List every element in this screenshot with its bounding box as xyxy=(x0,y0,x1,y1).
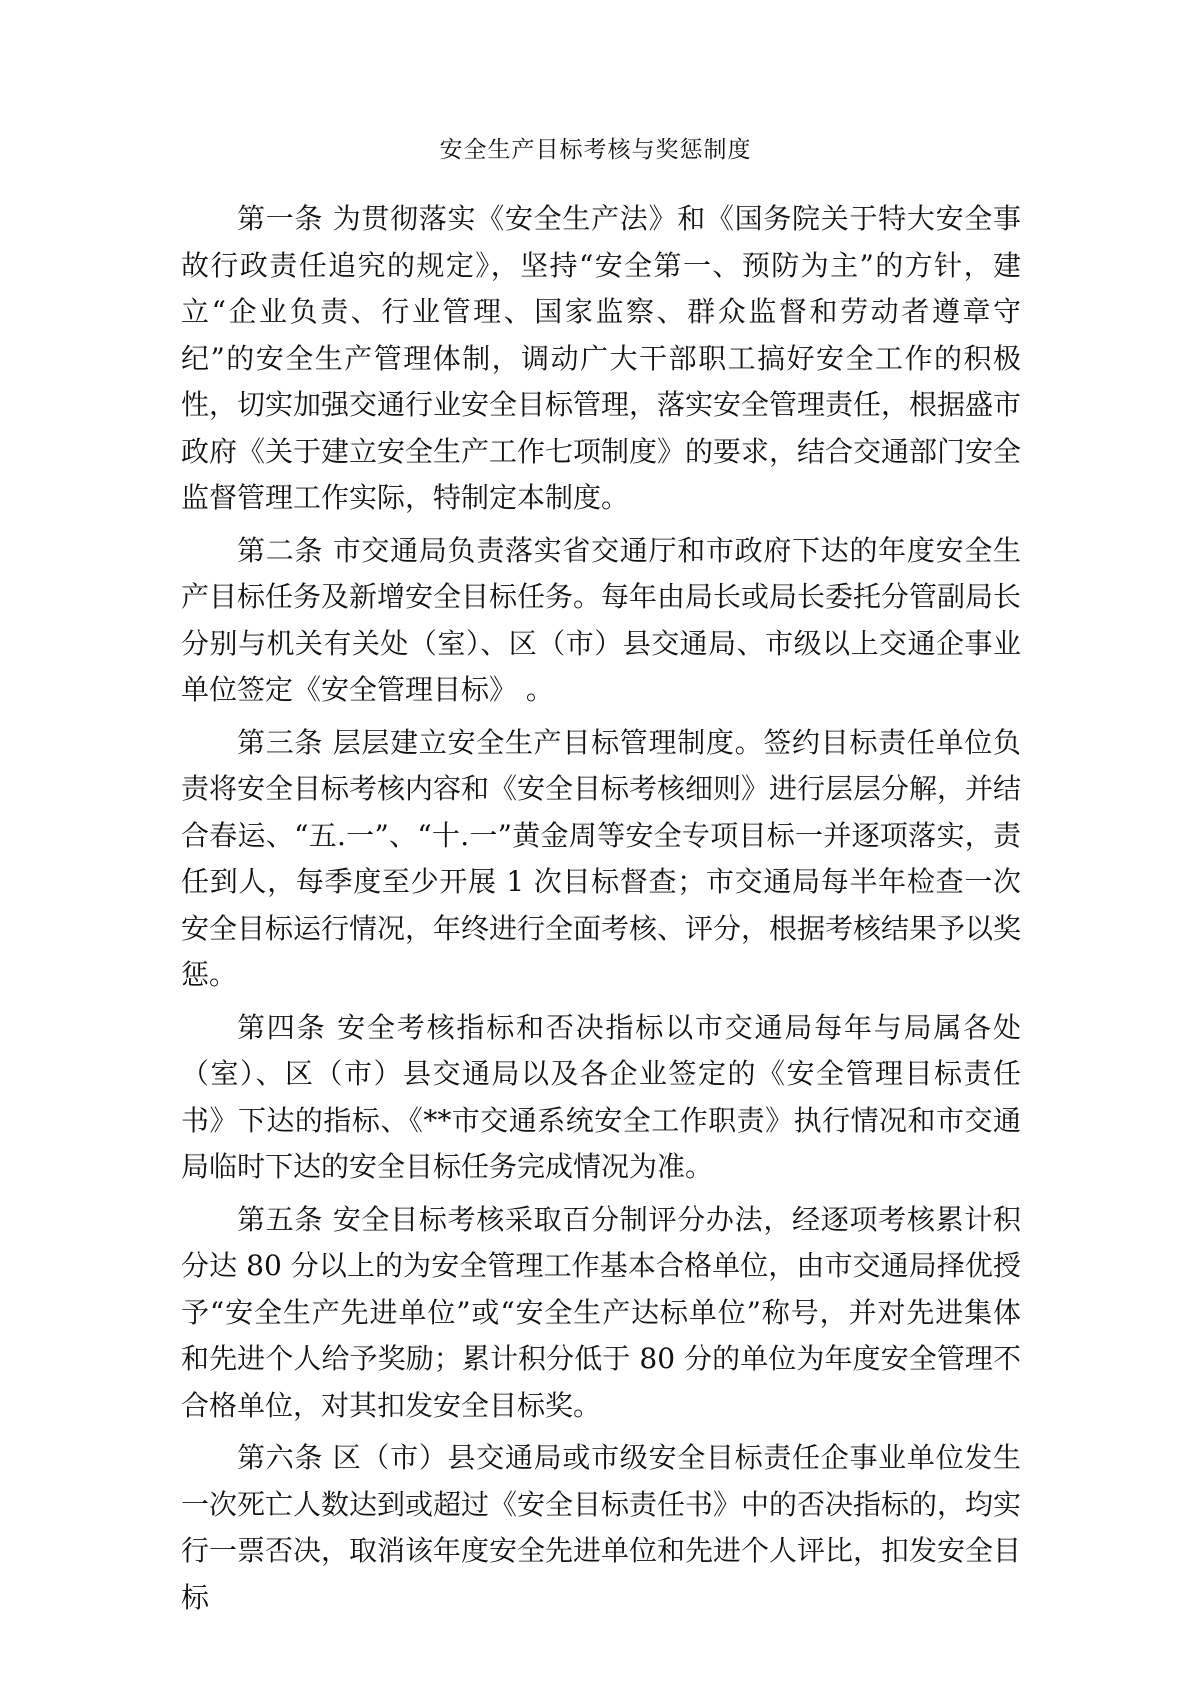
article-5-paragraph: 第五条 安全目标考核采取百分制评分办法，经逐项考核累计积分达 80 分以上的为安全管理工作基本合格单位，由市交通局择优授予“安全生产先进单位”或“安全生产达标单位”称号，并对先进集体和先进个人给予奖励；累计积分低于 80 分的单位为年度安全管理不合格单位，对其扣发安全目标奖。 xyxy=(181,1202,1021,1422)
article-2-paragraph: 第二条 市交通局负责落实省交通厅和市政府下达的年度安全生产目标任务及新增安全目标任务。每年由局长或局长委托分管副局长分别与机关有关处（室）、区（市）县交通局、市级以上交通企事业单位签定《安全管理目标》 。 xyxy=(181,533,1022,706)
article-6-paragraph: 第六条 区（市）县交通局或市级安全目标责任企事业单位发生一次死亡人数达到或超过《安全目标责任书》中的否决指标的，均实行一票否决，取消该年度安全先进单位和先进个人评比，扣发安全目标 xyxy=(181,1441,1022,1614)
article-4-paragraph: 第四条 安全考核指标和否决指标以市交通局每年与局属各处（室）、区（市）县交通局以及各企业签定的《安全管理目标责任书》下达的指标、《**市交通系统安全工作职责》执行情况和市交通局临时下达的安全目标任务完成情况为准。 xyxy=(181,1010,1021,1183)
document-body xyxy=(181,196,1021,1627)
article-3-paragraph: 第三条 层层建立安全生产目标管理制度。签约目标责任单位负责将安全目标考核内容和《安全目标考核细则》进行层层分解，并结合春运、“五.一”、“十.一”黄金周等安全专项目标一并逐项落实，责任到人，每季度至少开展 1 次目标督查；市交通局每半年检查一次安全目标运行情况，年终进行全面考核、评分，根据考核结果予以奖惩。 xyxy=(181,725,1022,991)
article-1-paragraph: 第一条 为贯彻落实《安全生产法》和《国务院关于特大安全事故行政责任追究的规定》，坚持“安全第一、预防为主”的方针，建立“企业负责、行业管理、国家监察、群众监督和劳动者遵章守纪”的安全生产管理体制，调动广大干部职工搞好安全工作的积极性，切实加强交通行业安全目标管理，落实安全管理责任，根据盛市政府《关于建立安全生产工作七项制度》的要求，结合交通部门安全监督管理工作实际，特制定本制度。 xyxy=(181,202,1022,514)
document-title: 安全生产目标考核与奖惩制度 xyxy=(439,137,752,163)
